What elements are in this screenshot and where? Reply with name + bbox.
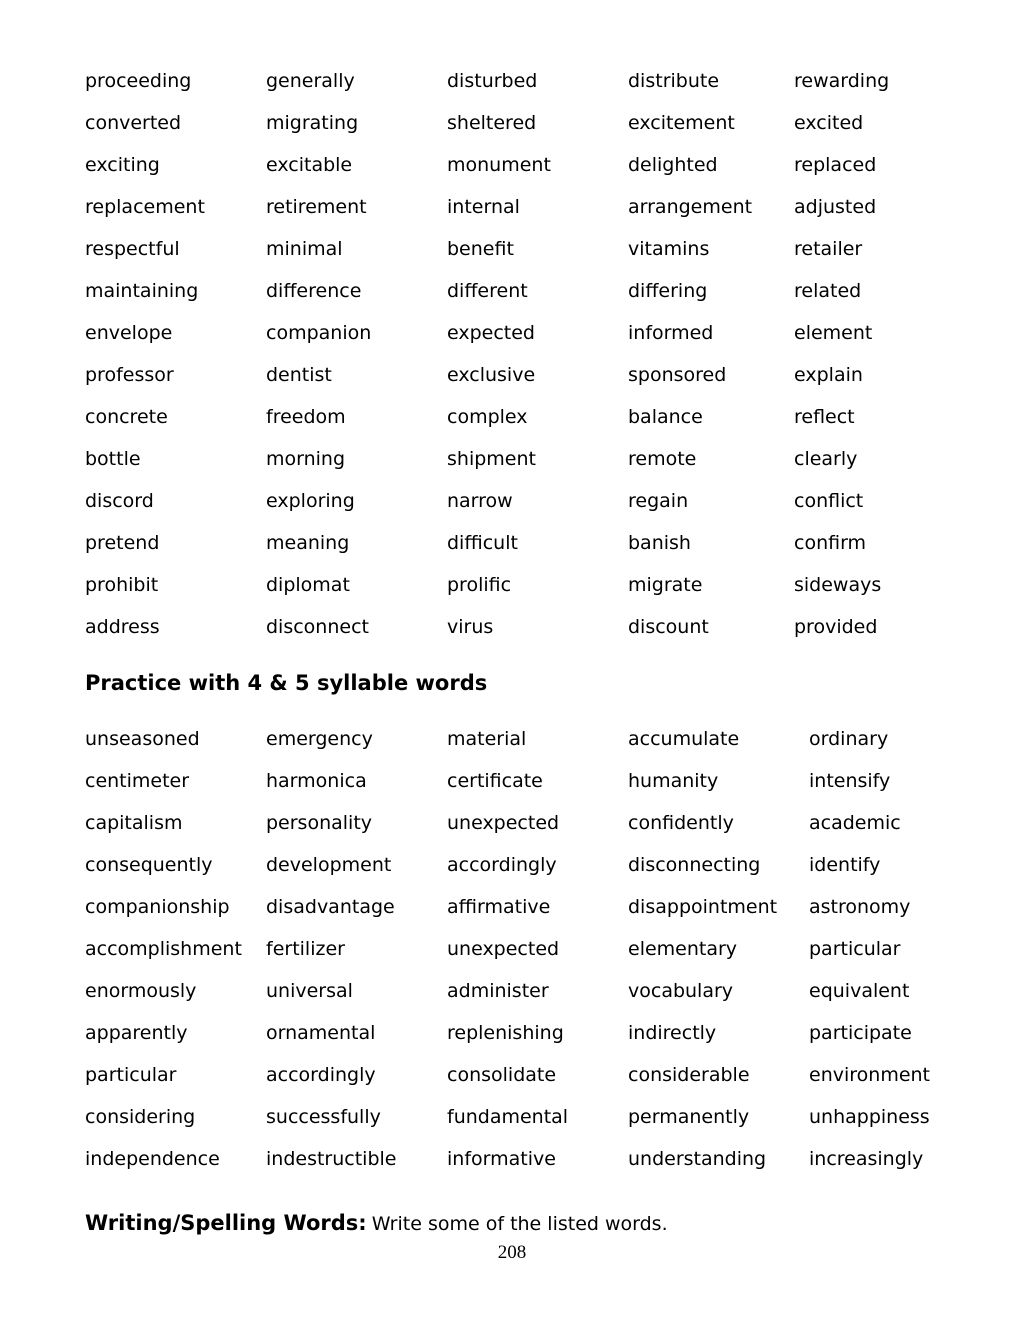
word-item: exciting (85, 154, 160, 176)
word-item: generally (266, 70, 355, 92)
word-row (85, 1012, 930, 1054)
word-row (85, 396, 889, 438)
word-row (85, 802, 930, 844)
word-item: permanently (628, 1106, 750, 1128)
word-item: independence (85, 1148, 220, 1170)
word-item: bottle (85, 448, 141, 470)
section-heading-four-five-syllable: Practice with 4 & 5 syllable words (85, 671, 488, 695)
word-item: indirectly (628, 1022, 717, 1044)
word-row (85, 928, 930, 970)
word-item: considering (85, 1106, 196, 1128)
word-item: discount (628, 616, 709, 638)
writing-spelling-instruction (85, 1211, 668, 1235)
word-item: unexpected (447, 938, 560, 960)
word-item: explain (794, 364, 863, 386)
word-item: astronomy (809, 896, 911, 918)
word-row (85, 354, 889, 396)
word-item: narrow (447, 490, 513, 512)
word-item: affirmative (447, 896, 551, 918)
word-row (85, 312, 889, 354)
word-item: particular (85, 1064, 177, 1086)
word-item: replenishing (447, 1022, 564, 1044)
word-row (85, 760, 930, 802)
word-item: meaning (266, 532, 350, 554)
word-item: prohibit (85, 574, 159, 596)
word-row (85, 270, 889, 312)
word-item: different (447, 280, 528, 302)
word-item: equivalent (809, 980, 910, 1002)
word-item: reflect (794, 406, 855, 428)
word-item: freedom (266, 406, 346, 428)
word-item: migrating (266, 112, 359, 134)
word-item: minimal (266, 238, 343, 260)
word-item: shipment (447, 448, 536, 470)
word-item: vocabulary (628, 980, 734, 1002)
word-row (85, 438, 889, 480)
word-item: accordingly (447, 854, 557, 876)
word-item: elementary (628, 938, 738, 960)
word-row (85, 102, 889, 144)
word-row (85, 886, 930, 928)
word-row (85, 564, 889, 606)
word-item: companionship (85, 896, 230, 918)
word-item: ordinary (809, 728, 889, 750)
word-item: banish (628, 532, 691, 554)
word-row (85, 970, 930, 1012)
word-item: complex (447, 406, 528, 428)
word-row (85, 1138, 930, 1180)
word-item: increasingly (809, 1148, 924, 1170)
word-item: informative (447, 1148, 556, 1170)
word-item: discord (85, 490, 154, 512)
word-item: confidently (628, 812, 734, 834)
word-item: excited (794, 112, 864, 134)
word-item: accumulate (628, 728, 740, 750)
word-row (85, 480, 889, 522)
word-item: humanity (628, 770, 719, 792)
word-row (85, 606, 889, 648)
word-item: replacement (85, 196, 205, 218)
word-item: difficult (447, 532, 518, 554)
word-item: disturbed (447, 70, 538, 92)
word-item: sheltered (447, 112, 537, 134)
word-row (85, 144, 889, 186)
word-item: pretend (85, 532, 160, 554)
word-item: professor (85, 364, 174, 386)
word-item: particular (809, 938, 901, 960)
word-item: emergency (266, 728, 373, 750)
word-item: capitalism (85, 812, 183, 834)
word-item: related (794, 280, 862, 302)
word-item: harmonica (266, 770, 367, 792)
word-item: arrangement (628, 196, 753, 218)
word-item: consolidate (447, 1064, 557, 1086)
word-item: sideways (794, 574, 882, 596)
word-item: internal (447, 196, 520, 218)
word-item: disconnect (266, 616, 369, 638)
word-item: accordingly (266, 1064, 376, 1086)
word-item: disconnecting (628, 854, 761, 876)
writing-spelling-text: Write some of the listed words. (371, 1213, 668, 1235)
word-item: sponsored (628, 364, 727, 386)
word-item: indestructible (266, 1148, 397, 1170)
word-item: certificate (447, 770, 543, 792)
word-item: disappointment (628, 896, 778, 918)
word-item: difference (266, 280, 362, 302)
word-item: administer (447, 980, 549, 1002)
word-item: exclusive (447, 364, 536, 386)
word-item: exploring (266, 490, 355, 512)
word-item: benefit (447, 238, 514, 260)
word-item: morning (266, 448, 346, 470)
word-item: retailer (794, 238, 863, 260)
word-item: replaced (794, 154, 877, 176)
word-item: informed (628, 322, 714, 344)
word-item: disadvantage (266, 896, 395, 918)
word-list-three-syllable (85, 60, 889, 648)
word-item: clearly (794, 448, 858, 470)
word-item: intensify (809, 770, 891, 792)
word-item: diplomat (266, 574, 350, 596)
writing-spelling-label: Writing/Spelling Words: (85, 1211, 367, 1235)
word-item: virus (447, 616, 494, 638)
word-item: understanding (628, 1148, 767, 1170)
word-item: monument (447, 154, 551, 176)
word-item: regain (628, 490, 689, 512)
word-item: considerable (628, 1064, 750, 1086)
page-number: 208 (497, 1242, 527, 1263)
word-item: expected (447, 322, 535, 344)
word-item: retirement (266, 196, 367, 218)
word-item: maintaining (85, 280, 199, 302)
word-item: provided (794, 616, 878, 638)
word-item: enormously (85, 980, 197, 1002)
word-row (85, 1054, 930, 1096)
word-item: centimeter (85, 770, 190, 792)
word-item: balance (628, 406, 703, 428)
word-item: consequently (85, 854, 213, 876)
word-item: unexpected (447, 812, 560, 834)
word-item: unhappiness (809, 1106, 930, 1128)
word-item: rewarding (794, 70, 890, 92)
word-row (85, 228, 889, 270)
word-item: delighted (628, 154, 718, 176)
word-item: material (447, 728, 527, 750)
word-item: companion (266, 322, 372, 344)
word-item: remote (628, 448, 697, 470)
word-item: excitable (266, 154, 353, 176)
word-item: personality (266, 812, 373, 834)
word-item: distribute (628, 70, 720, 92)
word-item: concrete (85, 406, 168, 428)
word-item: participate (809, 1022, 912, 1044)
word-item: dentist (266, 364, 332, 386)
word-item: element (794, 322, 873, 344)
word-row (85, 60, 889, 102)
word-item: successfully (266, 1106, 381, 1128)
word-item: development (266, 854, 392, 876)
word-item: environment (809, 1064, 931, 1086)
word-row (85, 844, 930, 886)
word-row (85, 718, 930, 760)
word-item: apparently (85, 1022, 188, 1044)
word-item: universal (266, 980, 353, 1002)
word-list-four-five-syllable (85, 718, 930, 1180)
word-item: address (85, 616, 160, 638)
word-item: converted (85, 112, 182, 134)
word-item: fertilizer (266, 938, 345, 960)
word-item: vitamins (628, 238, 710, 260)
word-item: proceeding (85, 70, 192, 92)
word-item: adjusted (794, 196, 877, 218)
word-item: accomplishment (85, 938, 242, 960)
word-item: conflict (794, 490, 864, 512)
word-item: academic (809, 812, 901, 834)
word-item: ornamental (266, 1022, 376, 1044)
word-row (85, 186, 889, 228)
word-item: envelope (85, 322, 173, 344)
word-item: unseasoned (85, 728, 200, 750)
word-item: prolific (447, 574, 512, 596)
word-item: differing (628, 280, 708, 302)
word-item: identify (809, 854, 881, 876)
word-item: fundamental (447, 1106, 569, 1128)
word-item: respectful (85, 238, 180, 260)
word-row (85, 1096, 930, 1138)
word-item: confirm (794, 532, 867, 554)
word-item: migrate (628, 574, 703, 596)
word-item: excitement (628, 112, 735, 134)
word-row (85, 522, 889, 564)
